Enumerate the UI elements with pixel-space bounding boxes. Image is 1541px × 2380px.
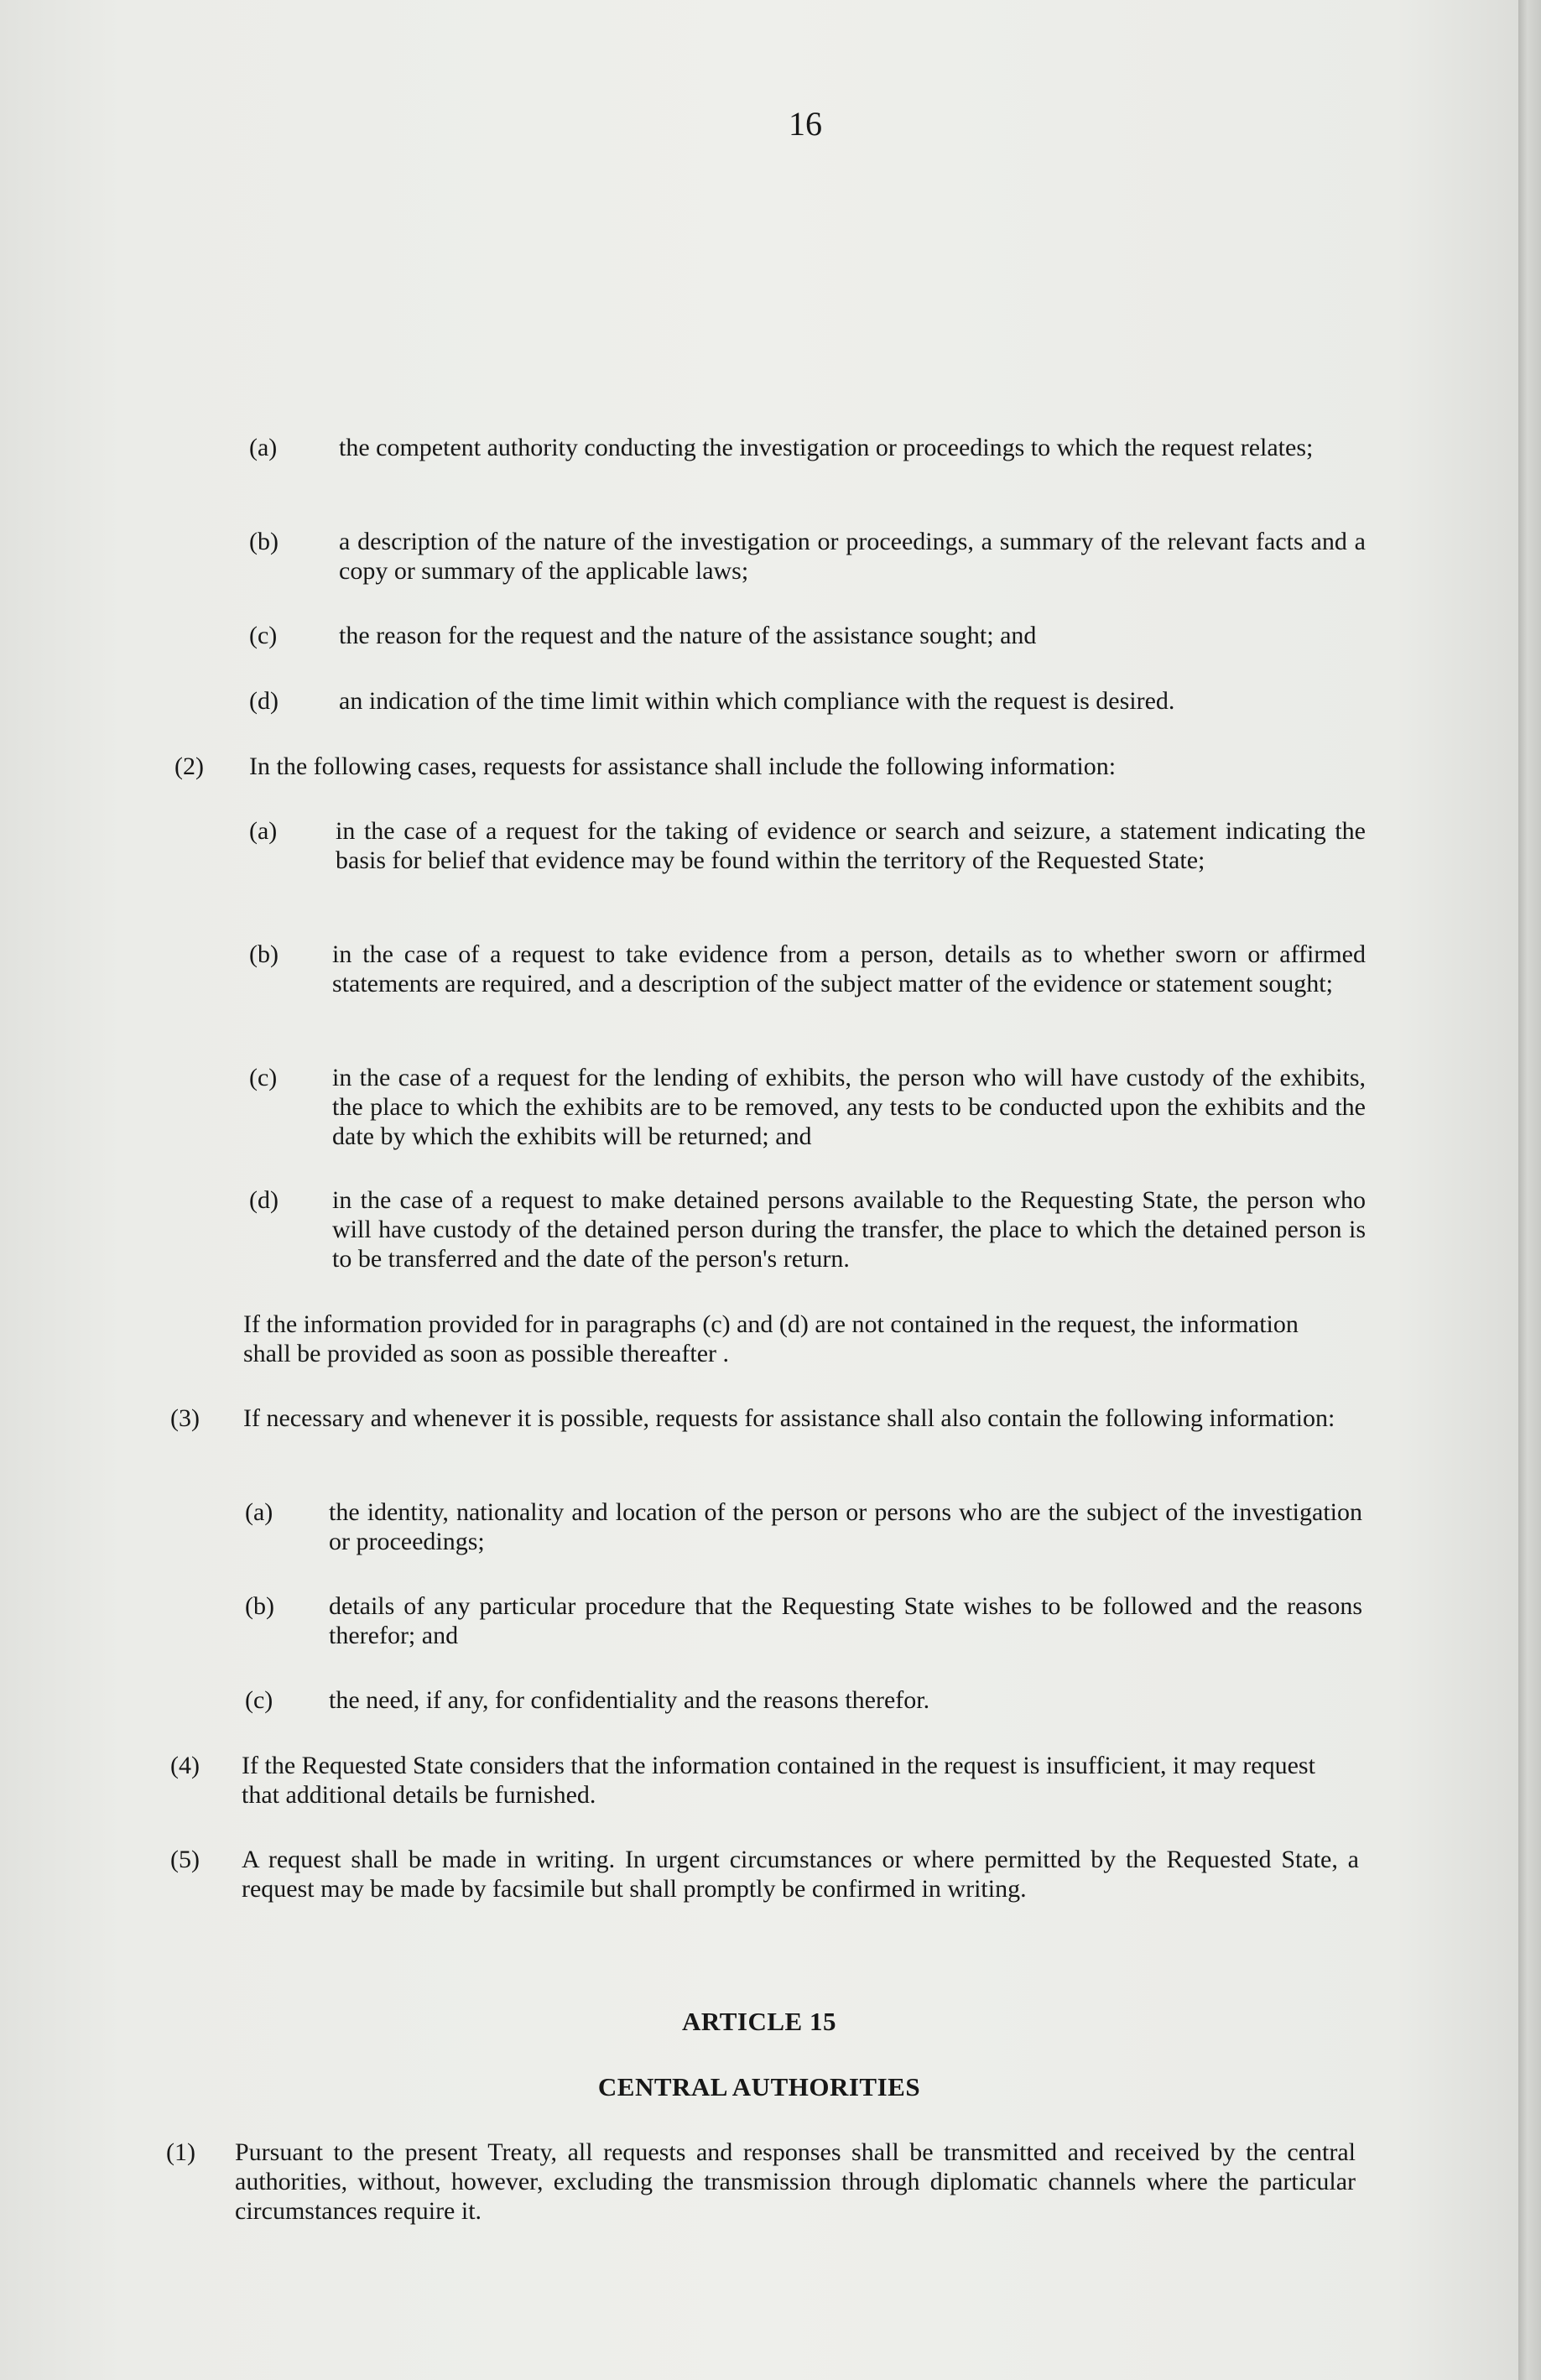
list-item-label: (b) <box>249 528 279 555</box>
paragraph-text: Pursuant to the present Treaty, all requests and responses shall be transmitted and received by the central authorities, without, however, excluding the transmission through diplomatic channels where the particular circumstances require it. <box>235 2138 1356 2225</box>
article-number: ARTICLE 15 <box>682 2007 836 2036</box>
paragraph-text: In the following cases, requests for assistance shall include the following information: <box>249 753 1117 780</box>
list-item-label: (b) <box>249 940 279 968</box>
list-item-text: details of any particular procedure that the Requesting State wishes to be followed and the reasons therefor; and <box>329 1592 1362 1649</box>
paragraph-label: (5) <box>170 1846 200 1873</box>
list-item-label: (d) <box>249 687 279 715</box>
list-item-text: the reason for the request and the nature of the assistance sought; and <box>339 622 1037 649</box>
paragraph-note: If the information provided for in paragraphs (c) and (d) are not contained in the request, the information shall be provided as soon as possible thereafter . <box>243 1310 1299 1367</box>
paragraph-text: A request shall be made in writing. In urgent circumstances or where permitted by the Requested State, a request may be made by facsimile but shall promptly be confirmed in writing. <box>242 1846 1359 1903</box>
list-item-text: the identity, nationality and location of the person or persons who are the subject of the investigation or proceedings; <box>329 1498 1362 1555</box>
list-item-label: (c) <box>249 1064 278 1091</box>
paragraph-label: (2) <box>174 753 204 780</box>
list-item-label: (a) <box>245 1498 273 1526</box>
list-item-text: a description of the nature of the investigation or proceedings, a summary of the relevant facts and a copy or summary of the applicable laws; <box>339 528 1366 585</box>
list-item-text: in the case of a request to take evidence from a person, details as to whether sworn or affirmed statements are required, and a description of the subject matter of the evidence or statement sought; <box>332 940 1366 997</box>
list-item-label: (b) <box>245 1592 274 1620</box>
list-item-text: the competent authority conducting the investigation or proceedings to which the request relates; <box>339 434 1314 461</box>
paragraph-label: (4) <box>170 1752 200 1779</box>
list-item-text: in the case of a request to make detained persons available to the Requesting State, the person who will have custody of the detained person during the transfer, the place to which the detained person is to be transferred and the date of the person's return. <box>332 1186 1366 1273</box>
list-item-label: (c) <box>245 1686 273 1714</box>
page-edge-shadow <box>1518 0 1541 2380</box>
paragraph-label: (3) <box>170 1404 200 1432</box>
list-item-text: an indication of the time limit within which compliance with the request is desired. <box>339 687 1175 715</box>
paragraph-text: If the Requested State considers that the information contained in the request is insufficient, it may request that additional details be furnished. <box>242 1752 1315 1809</box>
article-title: CENTRAL AUTHORITIES <box>597 2072 921 2101</box>
list-item-label: (c) <box>249 622 278 649</box>
paragraph-label: (1) <box>166 2138 195 2166</box>
list-item-label: (a) <box>249 817 278 845</box>
list-item-text: the need, if any, for confidentiality and the reasons therefor. <box>329 1686 930 1714</box>
list-item-text: in the case of a request for the taking of evidence or search and seizure, a statement indicating the basis for belief that evidence may be found within the territory of the Requested State; <box>336 817 1366 874</box>
list-item-text: in the case of a request for the lending of exhibits, the person who will have custody of the exhibits, the place to which the exhibits are to be removed, any tests to be conducted upon the exhibits and the date by which the exhibits will be returned; and <box>332 1064 1366 1150</box>
list-item-label: (d) <box>249 1186 279 1214</box>
page-number: 16 <box>789 105 822 143</box>
paragraph-text: If necessary and whenever it is possible, requests for assistance shall also contain the following information: <box>243 1404 1335 1432</box>
list-item-label: (a) <box>249 434 278 461</box>
